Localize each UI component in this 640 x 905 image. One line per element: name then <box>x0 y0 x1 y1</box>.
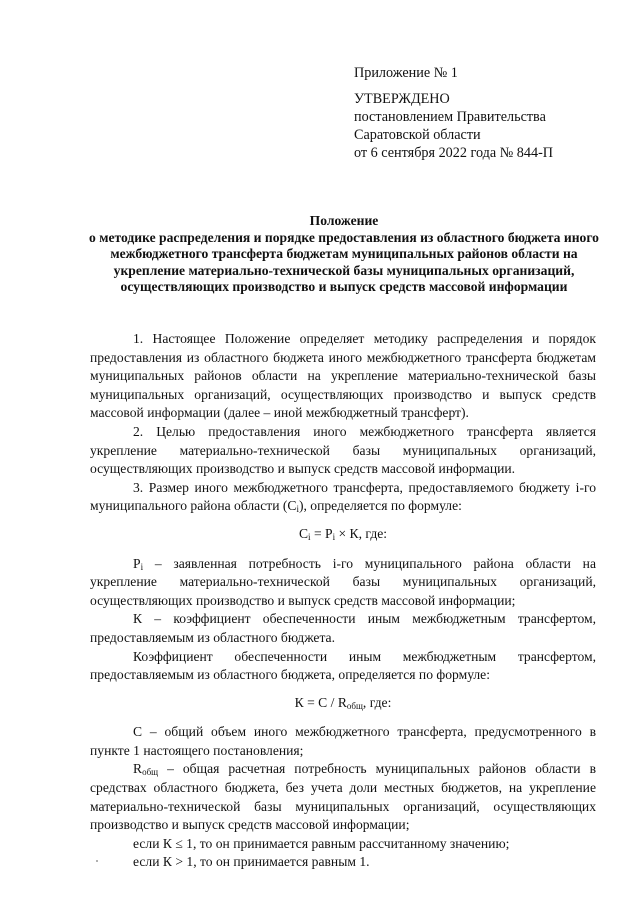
paragraph-4: $Р_i$ – заявленная потребность i-го муниципального района области на укрепление материально-технической базы муниципальных организаций, осуществляющих производство и выпуск средств массовой информации; <box>90 555 596 608</box>
document-body <box>90 330 596 872</box>
formula-2: $К = С / R_{общ}$, где: <box>294 694 392 711</box>
paragraph-10: если К > 1, то он принимается равным 1. <box>133 854 370 870</box>
paragraph-8: $R_{общ}$ – общая расчетная потребность муниципальных районов области в средствах областного бюджета, без учета доли местных бюджетов, на укрепление материально-технической базы муниципальных организаций, осуществляющих производство и выпуск средств массовой информации; <box>90 761 596 833</box>
formula-1: $С_i = Р_i \times К$, где: <box>298 525 388 542</box>
paragraph-3: 3. Размер иного межбюджетного трансферта, предоставляемого бюджету i-го муниципального района области $(С_i)$, определяется по формуле: <box>90 479 596 515</box>
paragraph-5: К – коэффициент обеспеченности иным межбюджетным трансфертом, предоставляемым из областного бюджета. <box>90 611 596 645</box>
paragraph-1: 1. Настоящее Положение определяет методику распределения и порядок предоставления из областного бюджета иного межбюджетного трансферта бюджетам муниципальных районов области на укрепление материально-технической базы муниципальных организаций, осуществляющих производство и выпуск средств массовой информации (далее – иной межбюджетный трансферт). <box>90 331 596 421</box>
approved-stamp-text: УТВЕРЖДЕНО <box>354 91 450 107</box>
paragraph-2: 2. Целью предоставления иного межбюджетного трансферта является укрепление материально-технической базы муниципальных организаций, осуществляющих производство и выпуск средств массовой информации. <box>90 423 596 477</box>
appendix-label: Приложение № 1 <box>354 65 458 81</box>
approval-block <box>354 64 614 162</box>
paragraph-6: Коэффициент обеспеченности иным межбюджетным трансфертом, предоставляемым из областного бюджета, определяется по формуле: <box>90 648 596 683</box>
approval-line-3: от 6 сентября 2022 года № 844-П <box>354 145 554 161</box>
approval-line-1: постановлением Правительства <box>354 109 546 125</box>
paragraph-9: если К ≤ 1, то он принимается равным рассчитанному значению; <box>133 835 510 851</box>
title-text: о методике распределения и порядке предоставления из областного бюджета иного межбюджетного трансферта бюджетам муниципальных районов области на укрепление материально-технической базы муниципальных организаций, осуществляющих производство и выпуск средств массовой информации <box>89 229 599 294</box>
document-title <box>84 213 604 296</box>
title-heading: Положение <box>309 213 379 228</box>
paragraph-7: С – общий объем иного межбюджетного трансферта, предусмотренного в пункте 1 настоящего постановления; <box>90 724 596 758</box>
scan-speck <box>96 860 98 862</box>
approval-line-2: Саратовской области <box>354 127 481 143</box>
